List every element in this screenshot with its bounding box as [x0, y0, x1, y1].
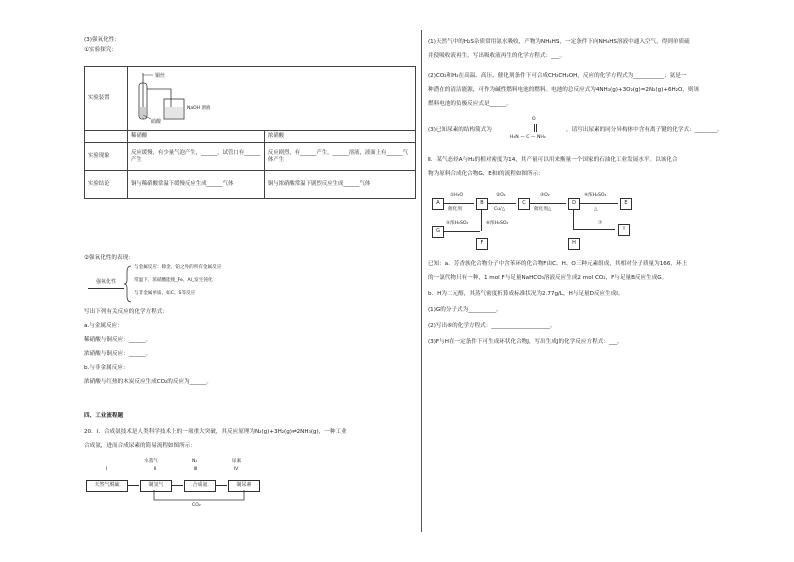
compound-box: H — [568, 238, 580, 250]
step-number: Ⅱ — [154, 467, 157, 472]
flow-arrow — [215, 485, 227, 486]
text-line: ①实验探究： — [84, 47, 117, 53]
flow-box: 天然气脱硫 — [86, 480, 128, 492]
flow-box: 制氢气 — [140, 480, 172, 492]
apparatus-diagram — [131, 69, 271, 125]
flow-arrow — [530, 203, 566, 204]
double-bond — [534, 124, 537, 132]
table-cell: 反应缓慢，有少量气泡产生，______，试管口有______产生 — [128, 143, 265, 171]
flow-arrow — [444, 231, 480, 232]
reaction-scheme — [428, 186, 648, 252]
condition: Cu/△ — [494, 207, 506, 212]
flow-box: 合成氨 — [184, 480, 216, 492]
label-copper: 铜丝 — [155, 73, 166, 79]
condition: ⑥浓H₂SO₄ — [486, 221, 509, 226]
condition: 催化剂△ — [534, 207, 552, 212]
question-text: 合成氨，进而合成尿素的简易流程如图所示： — [84, 443, 196, 449]
ox-item: 与非金属单质、如C、S等反应 — [134, 291, 196, 296]
table-header: 稀硝酸 — [128, 131, 265, 143]
label-acid: 硝酸 — [151, 119, 162, 125]
text-line: (3)已知尿素的结构简式为 — [428, 127, 492, 133]
table-cell: 实验装置 — [85, 67, 128, 131]
text-line: 稀硝酸与铜反应：______。 — [84, 337, 152, 343]
section-title: 四、工业流程题 — [84, 413, 124, 419]
text-line: 物为原料合成化合物G、E和I的流程如图所示： — [428, 171, 544, 177]
ox-label: 强氧化性 — [88, 278, 124, 289]
co2-label: CO₂ — [192, 503, 201, 508]
text-line: (2)CO₂和H₂在高温、高压、催化剂条件下可合成CH₃CH₂OH，反应的化学方程式为___________；氨是一 — [428, 73, 687, 79]
condition: ③O₂ — [540, 193, 550, 198]
text-line: (3)F与H在一定条件下可生成环状化合物J，写出生成J的化学反应方程式：___。 — [428, 339, 623, 345]
step-number: Ⅲ — [194, 467, 198, 472]
table-header: 浓硝酸 — [264, 131, 415, 143]
flow-arrow — [127, 485, 139, 486]
experiment-table — [84, 66, 416, 199]
compound-box: G — [432, 226, 444, 238]
label-naoh: NaOH 溶液 — [187, 106, 211, 111]
flow-arrow — [444, 203, 474, 204]
flow-connector — [573, 209, 574, 229]
condition: ⑦ — [598, 221, 603, 226]
text-line: 写出下列有关反应的化学方程式： — [84, 309, 168, 315]
question-text: 20．Ⅰ．合成氨技术是人类科学技术上的一项重大突破，其反应原理为N₂(g)+3H₂(g)⇌2NH₃(g)，一种工业 — [84, 429, 347, 435]
table-cell: 反应剧烈，有______产生，______溶液，液面上有______气体产生 — [264, 143, 415, 171]
text-line: a.与金属反应： — [84, 323, 123, 329]
flow-arrow — [573, 229, 615, 230]
flow-arrow — [488, 203, 516, 204]
text-line: (2)写出⑥的化学方程式：_____________________。 — [428, 323, 556, 329]
text-line: (1)G的分子式为__________。 — [428, 307, 502, 313]
step-number: Ⅳ — [234, 467, 239, 472]
condition: ①H₂O — [450, 193, 464, 198]
flow-arrow — [580, 203, 618, 204]
step-number: Ⅰ — [106, 467, 108, 472]
text-line: 燃料电池的负极反应式是______。 — [428, 101, 512, 107]
table-cell: 实验现象 — [85, 143, 128, 171]
table-cell: 铜与稀硝酸常温下缓慢反应生成______气体 — [128, 171, 265, 199]
flow-arrow — [171, 485, 183, 486]
flow-connector — [481, 209, 482, 231]
text-line: b.与非金属反应： — [84, 365, 129, 371]
ox-item: 与金属反应：除金、铂之外的所有金属反应 — [134, 265, 222, 270]
text-line: (1)天然气中的H₂S杂质常用氨水吸收，产物为NH₄HS，一定条件下向NH₄HS溶液中通入空气，得到单质硫 — [428, 39, 690, 45]
flow-box: 制尿素 — [228, 480, 260, 492]
text-line: (3)强氧化性： — [84, 37, 120, 43]
text-line: 并使吸收液再生，写出吸收液再生的化学方程式：___。 — [428, 53, 566, 59]
input-label: 水蒸气 — [144, 459, 158, 464]
text-line: Ⅱ．某气态烃A与H₂的相对密度为14，其产量可以用来衡量一个国家的石油化工业发展水平。以该化合 — [428, 157, 678, 163]
process-flow — [84, 456, 304, 522]
text-line: ，请写出尿素的同分异构体中含有离子键的化学式：________。 — [566, 127, 723, 133]
table-cell: 铜与浓硝酸常温下剧烈反应生成______气体 — [264, 171, 415, 199]
condition: ④浓H₂SO₄ — [584, 193, 607, 198]
compound-box: F — [476, 238, 488, 250]
text-line: 浓硝酸与铜反应：______。 — [84, 351, 152, 357]
text-line: 已知：a．芳香族化合物分子中含苯环的化合物F由C、H、O三种元素组成，其相对分子质量为166，环上 — [428, 261, 688, 267]
compound-box: A — [432, 198, 444, 210]
text-line: 种潜在的清洁能源，可作为碱性燃料电池的燃料。电池的总反应式为4NH₃(g)+3O₂(g)=2N₂(g)+6H₂O，则该 — [428, 87, 700, 93]
urea-oxygen: O — [532, 117, 536, 122]
condition: 催化剂 — [448, 207, 462, 212]
text-line: 浓硝酸与红热的木炭反应生成CO₂的反应为______。 — [84, 379, 213, 385]
compound-box: D — [568, 198, 580, 210]
column-divider — [421, 30, 422, 532]
ox-item: 常温下，浓硝酸能使_Fe、Al_发生钝化 — [134, 278, 213, 283]
output-label: 尿素 — [232, 459, 242, 464]
text-line: b．H为二元醇，其蒸气密度折算成标准状况为2.77g/L，H与足量D反应生成I。 — [428, 291, 624, 297]
urea-structure: H₂N — C — NH₂ — [510, 135, 546, 140]
apparatus-cell — [128, 67, 416, 131]
condition: ⑤浓H₂SO₄ — [446, 221, 469, 226]
condition: △ — [594, 207, 598, 212]
input-label: N₂ — [192, 459, 198, 464]
compound-box: C — [518, 198, 530, 210]
table-cell: 实验结论 — [85, 171, 128, 199]
brace-icon — [124, 264, 132, 304]
compound-box: E — [620, 198, 632, 210]
text-line: 的一氯代物只有一种，1 mol F与足量NaHCO₃溶液反应生成2 mol CO₂，F与足量B反应生成G。 — [428, 275, 668, 281]
compound-box: B — [476, 198, 488, 210]
compound-box: I — [618, 224, 630, 236]
text-line: ②强氧化性的表现： — [84, 255, 134, 261]
condition: ②O₂ — [496, 193, 506, 198]
